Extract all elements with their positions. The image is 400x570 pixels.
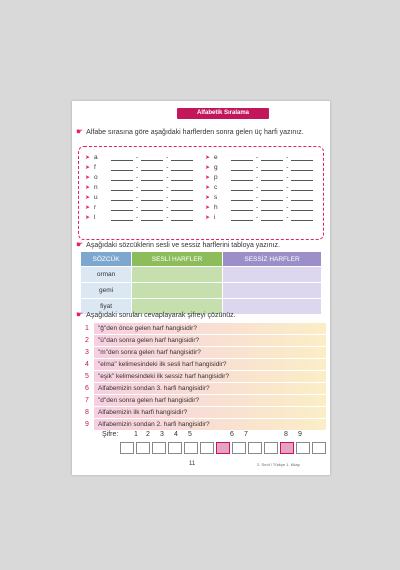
letter-row: ➤ u - - xyxy=(85,192,200,202)
arrow-icon: ➤ xyxy=(85,174,91,181)
letters-left-column xyxy=(85,152,200,222)
letter-row: ➤ l - - xyxy=(85,212,200,222)
letter-exercise-box xyxy=(78,146,324,240)
word-cell: orman xyxy=(81,267,132,283)
cipher-box[interactable] xyxy=(296,442,310,454)
question-item: 2 "ü"dan sonra gelen harf hangisidir? xyxy=(80,335,326,346)
arrow-icon: ➤ xyxy=(205,164,211,171)
letter-row: ➤ g - - xyxy=(205,162,320,172)
question-item: 1 "ğ"den önce gelen harf hangisidir? xyxy=(80,323,326,334)
header-consonants: SESSİZ HARFLER xyxy=(223,252,322,267)
section2-instruction: ☛ Aşağıdaki sözcüklerin sesli ve sessiz harflerini tabloya yazınız. xyxy=(76,240,280,249)
question-item: 3 "m"den sonra gelen harf hangisidir? xyxy=(80,347,326,358)
letters-right-column xyxy=(205,152,320,222)
letter-row: ➤ e - - xyxy=(205,152,320,162)
question-item: 8 Alfabemizin ilk harfi hangisidir? xyxy=(80,407,326,418)
arrow-icon: ➤ xyxy=(85,204,91,211)
cipher-box[interactable] xyxy=(168,442,182,454)
arrow-icon: ➤ xyxy=(85,194,91,201)
letter-row: ➤ o - - xyxy=(85,172,200,182)
question-item: 7 "d"den sonra gelen harf hangisidir? xyxy=(80,395,326,406)
table-row xyxy=(81,283,322,299)
arrow-icon: ➤ xyxy=(85,154,91,161)
question-item: 5 "eşik" kelimesindeki ilk sessiz harf hangisidir? xyxy=(80,371,326,382)
hand-icon: ☛ xyxy=(76,127,84,136)
word-cell: fiyat xyxy=(81,299,132,315)
header-vowels: SESLİ HARFLER xyxy=(132,252,223,267)
section3-instruction: ☛ Aşağıdaki soruları cevaplayarak şifreyi çözünüz. xyxy=(76,310,236,319)
letter-row: ➤ p - - xyxy=(205,172,320,182)
arrow-icon: ➤ xyxy=(205,154,211,161)
cipher-box[interactable] xyxy=(312,442,326,454)
cipher-box[interactable] xyxy=(200,442,214,454)
cipher-box[interactable] xyxy=(264,442,278,454)
section1-instruction: ☛ Alfabe sırasına göre aşağıdaki harflerden sonra gelen üç harfi yazınız. xyxy=(76,127,304,136)
arrow-icon: ➤ xyxy=(85,184,91,191)
vowels-cell[interactable] xyxy=(132,283,223,299)
letter-row: ➤ a - - xyxy=(85,152,200,162)
footer-text: 2. Sınıf / Türkçe 1. Kitap xyxy=(257,462,300,467)
cipher-box[interactable] xyxy=(120,442,134,454)
consonants-cell[interactable] xyxy=(223,283,322,299)
vowel-consonant-table xyxy=(80,251,322,315)
question-item: 9 Alfabemizin sondan 2. harfi hangisidir? xyxy=(80,419,326,430)
cipher-space-box xyxy=(280,442,294,454)
letter-row: ➤ r - - xyxy=(85,202,200,212)
cipher-label: Şifre: xyxy=(102,431,119,438)
cipher-box[interactable] xyxy=(136,442,150,454)
vowels-cell[interactable] xyxy=(132,267,223,283)
consonants-cell[interactable] xyxy=(223,267,322,283)
page-title: Alfabetik Sıralama xyxy=(177,108,269,119)
cipher-space-box xyxy=(216,442,230,454)
arrow-icon: ➤ xyxy=(85,214,91,221)
arrow-icon: ➤ xyxy=(85,164,91,171)
letter-row: ➤ f - - xyxy=(85,162,200,172)
cipher-box[interactable] xyxy=(232,442,246,454)
letter-row: ➤ h - - xyxy=(205,202,320,212)
hand-icon: ☛ xyxy=(76,310,84,319)
word-cell: gemi xyxy=(81,283,132,299)
cipher-box[interactable] xyxy=(152,442,166,454)
page-number: 11 xyxy=(189,461,196,467)
letter-row: ➤ s - - xyxy=(205,192,320,202)
letter-row: ➤ n - - xyxy=(85,182,200,192)
arrow-icon: ➤ xyxy=(205,184,211,191)
table-row xyxy=(81,267,322,283)
arrow-icon: ➤ xyxy=(205,204,211,211)
question-item: 6 Alfabemizin sondan 3. harfi hangisidir? xyxy=(80,383,326,394)
cipher-boxes xyxy=(120,442,326,454)
letter-row: ➤ i - - xyxy=(205,212,320,222)
letter-row: ➤ c - - xyxy=(205,182,320,192)
arrow-icon: ➤ xyxy=(205,174,211,181)
arrow-icon: ➤ xyxy=(205,214,211,221)
worksheet-page: Alfabetik Sıralama ☛ Alfabe sırasına göre aşağıdaki harflerden sonra gelen üç harfi yazınız. ➤ a - - ➤ f - - ➤ o - - ➤ n - - ➤ u - - ➤ r - - ➤ l - - ➤ e - - ➤ g - - ➤ p - - ➤ c - - ➤ s - - ➤ h - - ➤ i - - ☛ Aşağıdaki sözcüklerin sesli ve sessiz harflerini tabloya yazınız. SÖZCÜK SESLİ HARFLER SESSİZ HARFLER orman gemi fiyat ☛ Aşağıdaki soruları cevaplayarak şifreyi çözünüz. 1 "ğ"den önce gelen harf hangisidir? 2 "ü"dan sonra gelen harf hangisidir? 3 "m"den sonra gelen harf hangisidir? 4 "elma" kelimesindeki ilk sesli harf hangisidir? 5 "eşik" kelimesindeki ilk sessiz harf hangisidir? 6 Alfabemizin sondan 3. harfi hangisidir? 7 "d"den sonra gelen harf hangisidir? 8 Alfabemizin ilk harfi hangisidir? 9 Alfabemizin sondan 2. harfi hangisidir? Şifre: 1 2 3 4 5 6 7 8 9 11 2. Sınıf / Türkçe 1. Kitap xyxy=(72,101,330,475)
question-list xyxy=(80,323,326,431)
header-word: SÖZCÜK xyxy=(81,252,132,267)
cipher-box[interactable] xyxy=(184,442,198,454)
cipher-box[interactable] xyxy=(248,442,262,454)
question-item: 4 "elma" kelimesindeki ilk sesli harf hangisidir? xyxy=(80,359,326,370)
hand-icon: ☛ xyxy=(76,240,84,249)
arrow-icon: ➤ xyxy=(205,194,211,201)
